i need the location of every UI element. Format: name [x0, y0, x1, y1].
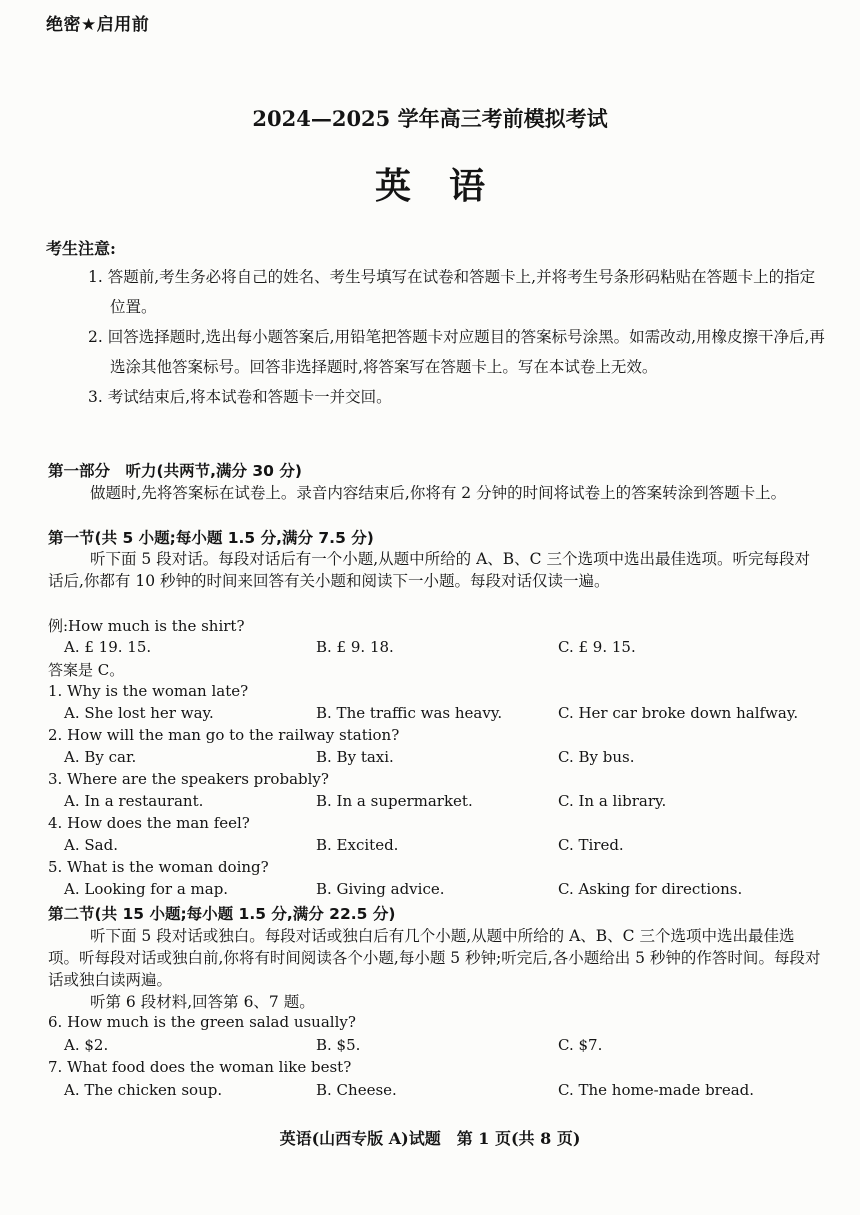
- example-answer: 答案是 C。: [48, 661, 125, 679]
- confidential-mark: 绝密★启用前: [46, 15, 150, 35]
- exam-title: 2024—2025 学年高三考前模拟考试: [252, 106, 608, 131]
- option-c: C. The home-made bread.: [558, 1081, 755, 1099]
- option-a: A. The chicken soup.: [64, 1081, 223, 1099]
- option-c: C. Tired.: [558, 836, 624, 854]
- question-1: 1. Why is the woman late?: [48, 682, 249, 700]
- option-c: C. Her car broke down halfway.: [558, 704, 799, 722]
- question-4: 4. How does the man feel?: [48, 814, 250, 832]
- option-a: A. Looking for a map.: [64, 880, 229, 898]
- notice-item: 3. 考试结束后,将本试卷和答题卡一并交回。: [88, 388, 392, 406]
- material-instruction: 听第 6 段材料,回答第 6、7 题。: [90, 993, 315, 1011]
- option-b: B. By taxi.: [316, 748, 394, 766]
- notice-item: 2. 回答选择题时,选出每小题答案后,用铅笔把答题卡对应题目的答案标号涂黑。如需改动,用橡皮擦干净后,再选涂其他答案标号。回答非选择题时,将答案写在答题卡上。写在本试卷上无效。: [88, 328, 825, 376]
- option-c: C. In a library.: [558, 792, 667, 810]
- question-6: 6. How much is the green salad usually?: [48, 1013, 356, 1031]
- question-3: 3. Where are the speakers probably?: [48, 770, 329, 788]
- notice-list: [88, 262, 828, 412]
- option-c: C. £ 9. 15.: [558, 638, 636, 656]
- option-b: B. Excited.: [316, 836, 399, 854]
- part1-heading: 第一部分 听力(共两节,满分 30 分): [48, 462, 302, 480]
- option-c: C. By bus.: [558, 748, 635, 766]
- question-7: 7. What food does the woman like best?: [48, 1058, 352, 1076]
- page-footer: 英语(山西专版 A)试题 第 1 页(共 8 页): [279, 1129, 581, 1148]
- part1-intro: 做题时,先将答案标在试卷上。录音内容结束后,你将有 2 分钟的时间将试卷上的答案转涂到答题卡上。: [90, 484, 787, 502]
- subject-title: 英语: [374, 165, 523, 207]
- section2-heading: 第二节(共 15 小题;每小题 1.5 分,满分 22.5 分): [48, 905, 396, 923]
- option-b: B. Giving advice.: [316, 880, 445, 898]
- option-a: A. $2.: [64, 1036, 109, 1054]
- option-a: A. She lost her way.: [64, 704, 214, 722]
- option-c: C. $7.: [558, 1036, 603, 1054]
- notice-item: 1. 答题前,考生务必将自己的姓名、考生号填写在试卷和答题卡上,并将考生号条形码粘贴在答题卡上的指定位置。: [88, 268, 816, 316]
- option-a: A. In a restaurant.: [64, 792, 204, 810]
- option-b: B. The traffic was heavy.: [316, 704, 503, 722]
- question-2: 2. How will the man go to the railway station?: [48, 726, 400, 744]
- option-b: B. In a supermarket.: [316, 792, 473, 810]
- option-a: A. By car.: [64, 748, 137, 766]
- example-question: 例:How much is the shirt?: [48, 617, 245, 635]
- section2-intro: 听下面 5 段对话或独白。每段对话或独白后有几个小题,从题中所给的 A、B、C 三个选项中选出最佳选项。听每段对话或独白前,你将有时间阅读各个小题,每小题 5 秒钟;听完后,各小题给出 5 秒钟的作答时间。每段对话或独白读两遍。: [48, 927, 821, 989]
- option-b: B. $5.: [316, 1036, 361, 1054]
- question-5: 5. What is the woman doing?: [48, 858, 269, 876]
- section1-intro: 听下面 5 段对话。每段对话后有一个小题,从题中所给的 A、B、C 三个选项中选出最佳选项。听完每段对话后,你都有 10 秒钟的时间来回答有关小题和阅读下一小题。每段对话仅读一遍。: [48, 550, 810, 590]
- notice-heading: 考生注意:: [46, 239, 116, 258]
- option-b: B. Cheese.: [316, 1081, 397, 1099]
- option-a: A. £ 19. 15.: [64, 638, 152, 656]
- option-b: B. £ 9. 18.: [316, 638, 394, 656]
- option-a: A. Sad.: [64, 836, 118, 854]
- option-c: C. Asking for directions.: [558, 880, 743, 898]
- section1-heading: 第一节(共 5 小题;每小题 1.5 分,满分 7.5 分): [48, 529, 374, 547]
